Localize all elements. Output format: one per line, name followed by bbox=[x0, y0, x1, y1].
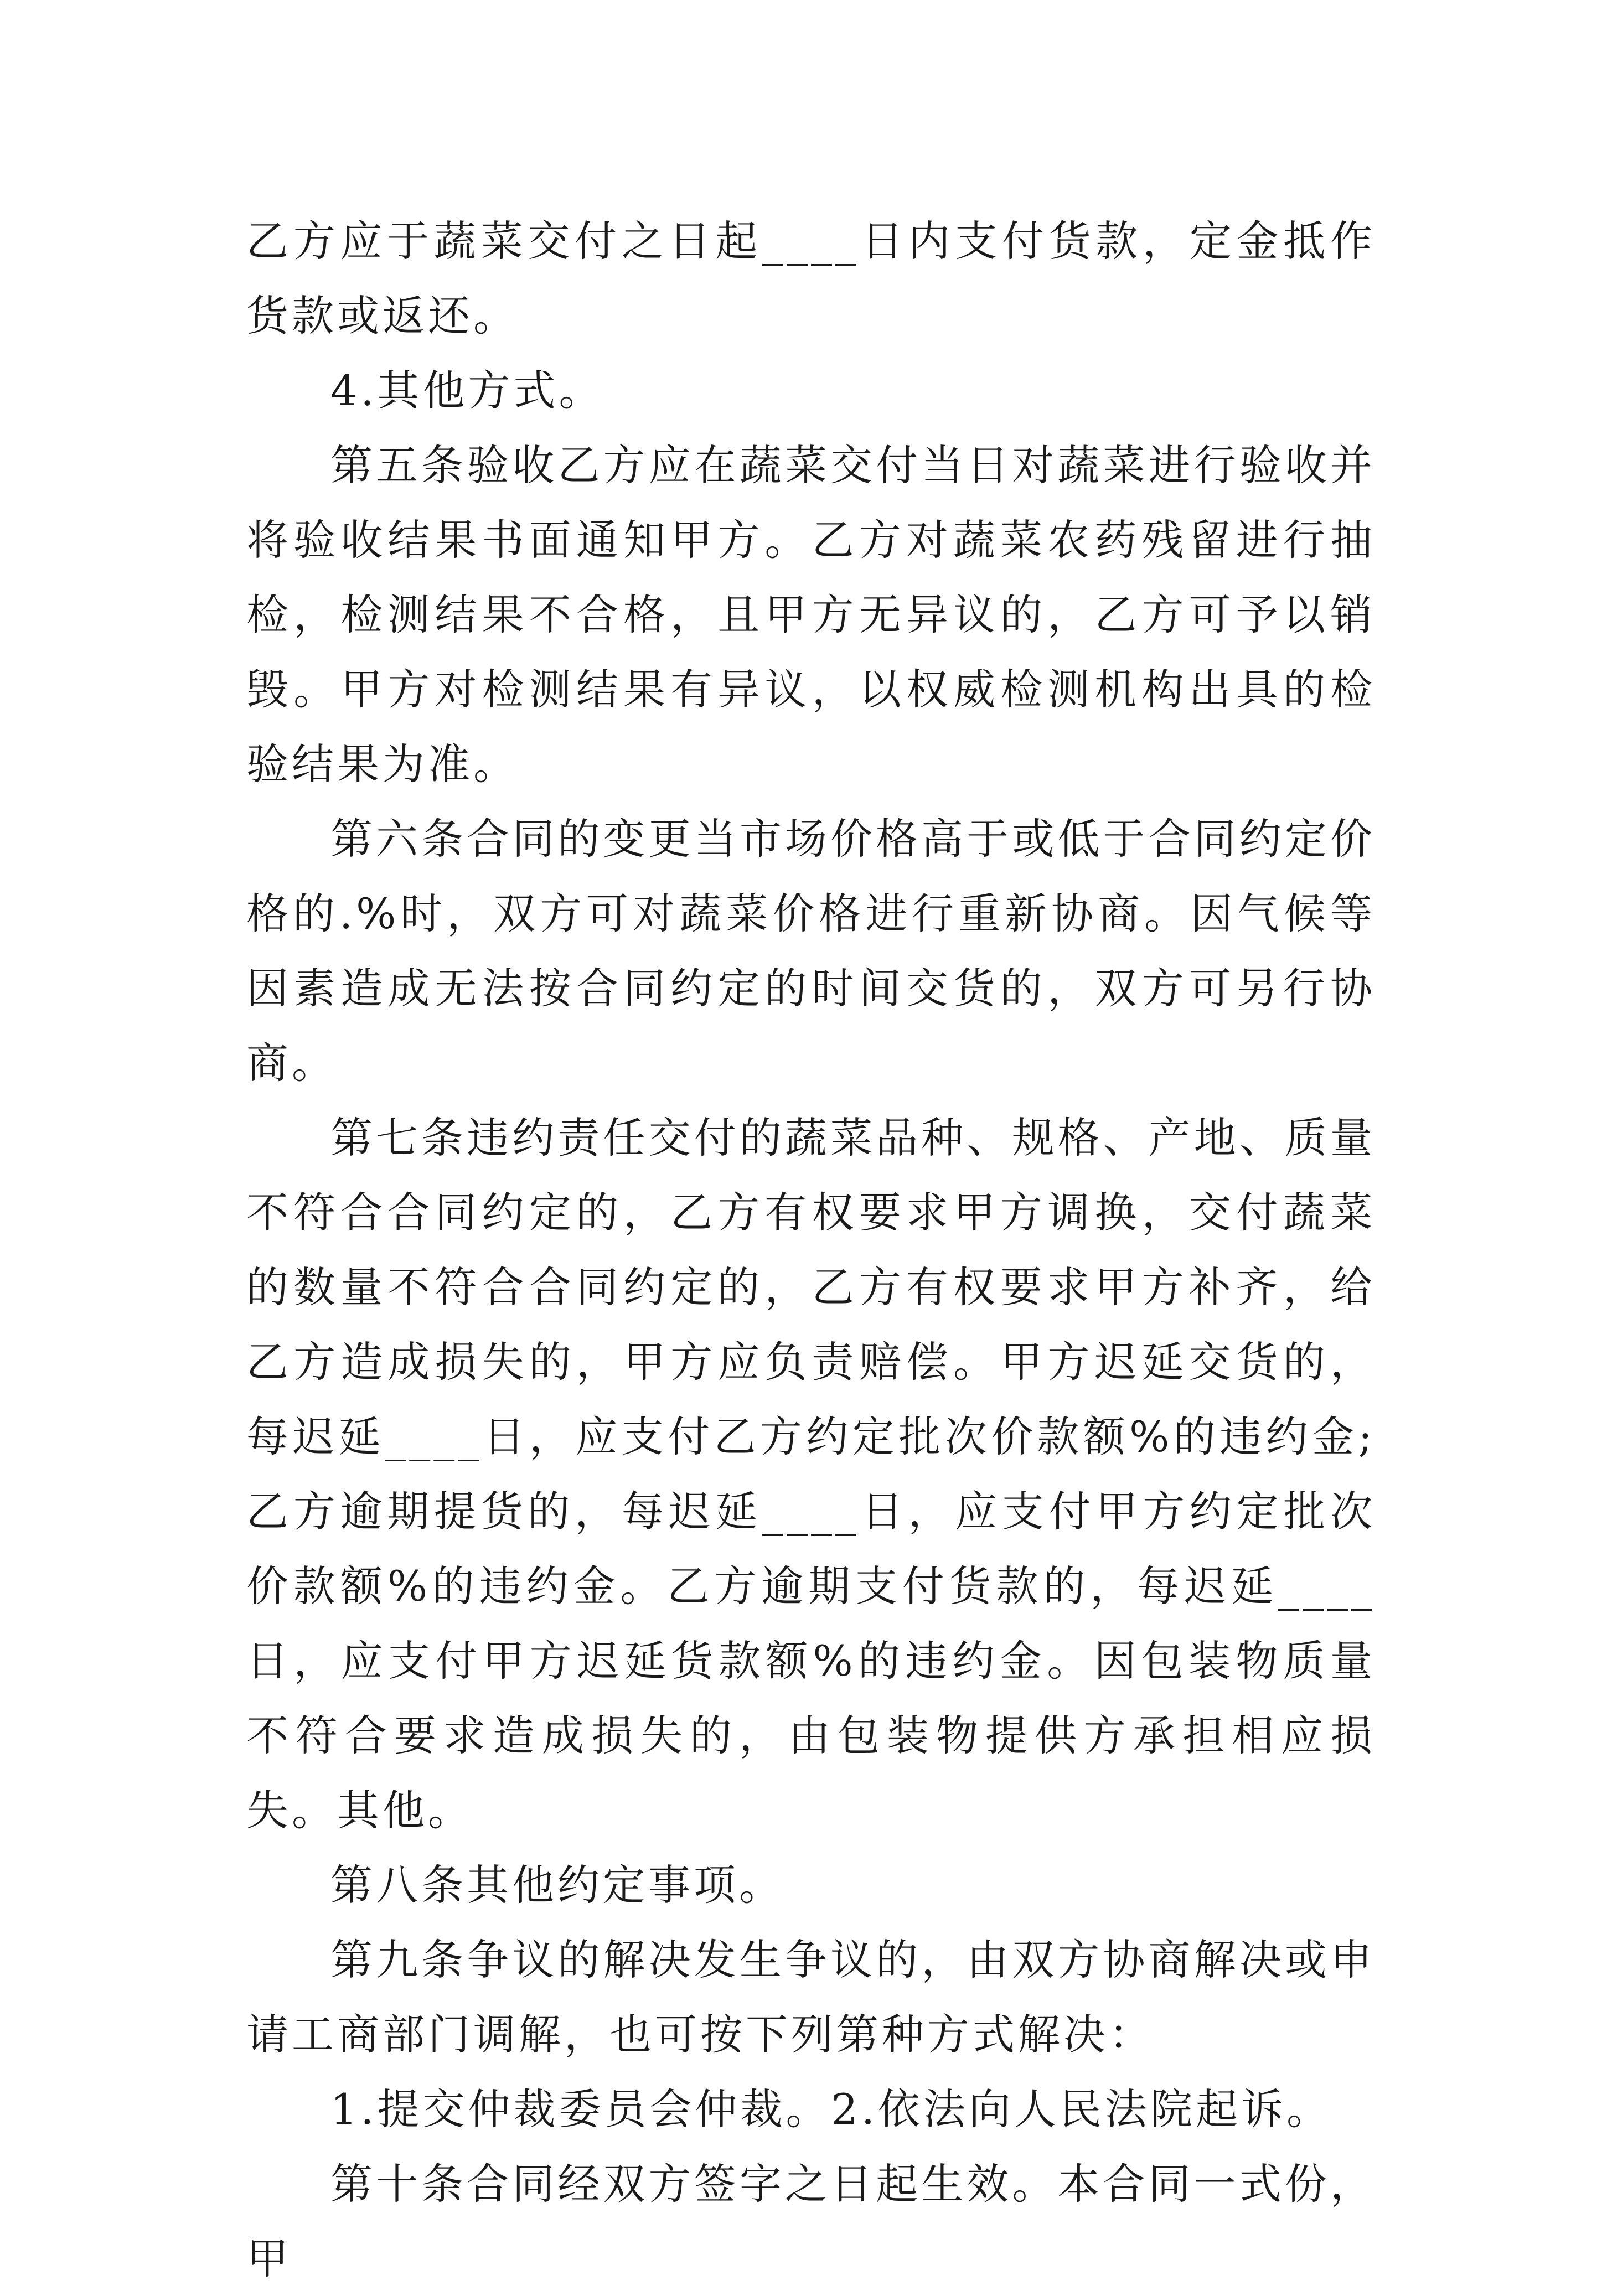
paragraph-other-methods: 4.其他方式。 bbox=[330, 366, 604, 415]
paragraph-article-6-changes: 第六条合同的变更当市场价格高于或低于合同约定价格的.%时，双方可对蔬菜价格进行重新协商。因气候等因素造成无法按合同约定的时间交货的，双方可另行协商。 bbox=[246, 814, 1376, 1088]
paragraph-article-10-effect: 第十条合同经双方签字之日起生效。本合同一式份，甲 bbox=[246, 2159, 1376, 2283]
paragraph-article-5-inspection: 第五条验收乙方应在蔬菜交付当日对蔬菜进行验收并将验收结果书面通知甲方。乙方对蔬菜农药残留进行抽检，检测结果不合格，且甲方无异议的，乙方可予以销毁。甲方对检测结果有异议，以权威检测机构出具的检验结果为准。 bbox=[246, 441, 1376, 789]
paragraph-article-8-other: 第八条其他约定事项。 bbox=[330, 1860, 784, 1910]
paragraph-article-9-disputes: 第九条争议的解决发生争议的，由双方协商解决或申请工商部门调解，也可按下列第种方式解决： bbox=[246, 1935, 1376, 2059]
paragraph-article-7-liability: 第七条违约责任交付的蔬菜品种、规格、产地、质量不符合合同约定的，乙方有权要求甲方调换，交付蔬菜的数量不符合合同约定的，乙方有权要求甲方补齐，给乙方造成损失的，甲方应负责赔偿。甲方迟延交货的，每迟延____日，应支付乙方约定批次价款额%的违约金;乙方逾期提货的，每迟延____日，应支付甲方约定批次价款额%的违约金。乙方逾期支付货款的，每迟延____日，应支付甲方迟延货款额%的违约金。因包装物质量不符合要求造成损失的，由包装物提供方承担相应损失。其他。 bbox=[246, 1113, 1376, 1835]
paragraph-payment-terms: 乙方应于蔬菜交付之日起____日内支付货款，定金抵作货款或返还。 bbox=[246, 216, 1376, 340]
paragraph-dispute-options: 1.提交仲裁委员会仲裁。2.依法向人民法院起诉。 bbox=[330, 2085, 1332, 2134]
contract-body bbox=[246, 204, 1376, 2296]
